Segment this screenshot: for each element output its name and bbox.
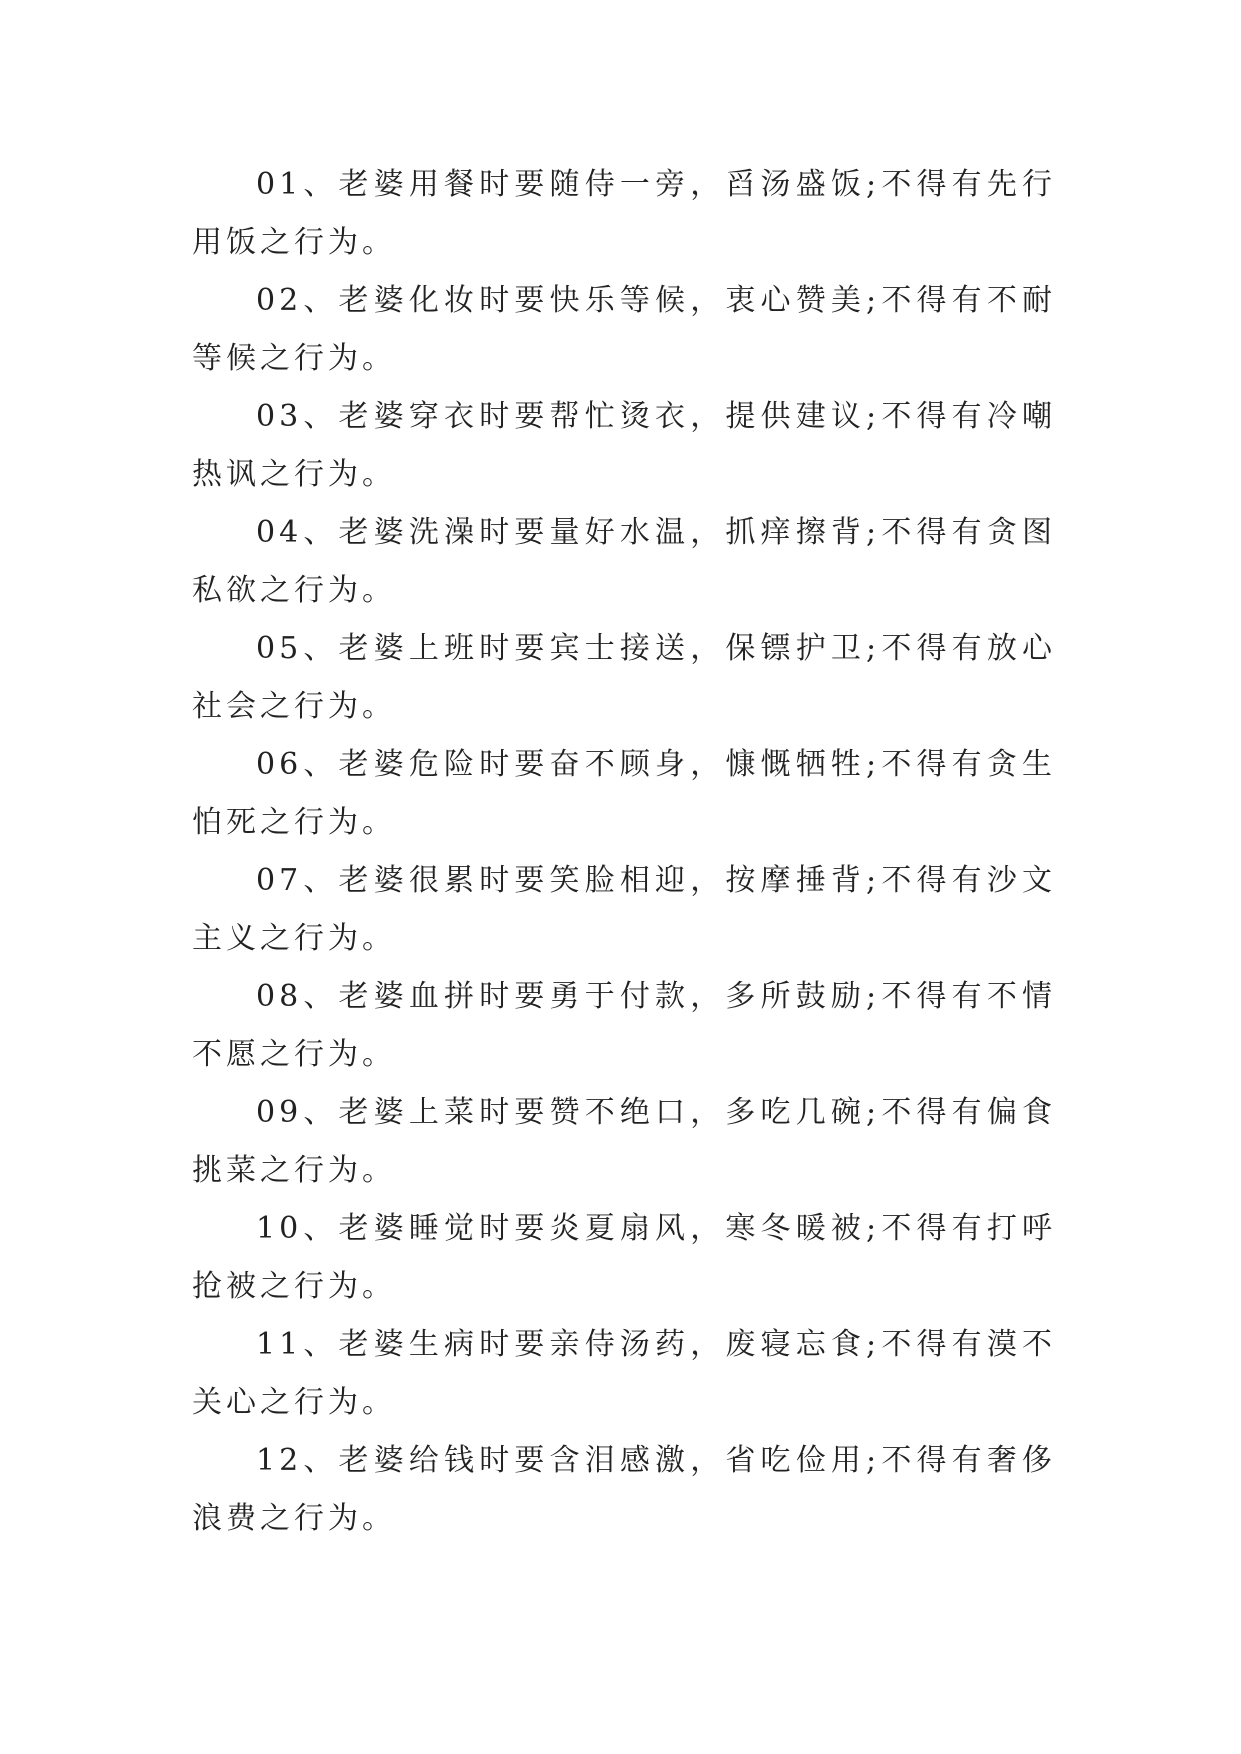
- rule-paragraph-08: 08、老婆血拼时要勇于付款，多所鼓励;不得有不情不愿之行为。: [192, 979, 1056, 1072]
- rule-paragraph-10: 10、老婆睡觉时要炎夏扇风，寒冬暖被;不得有打呼抢被之行为。: [192, 1211, 1056, 1304]
- rule-paragraph-09: 09、老婆上菜时要赞不绝口，多吃几碗;不得有偏食挑菜之行为。: [192, 1095, 1056, 1188]
- rule-paragraph-07: 07、老婆很累时要笑脸相迎，按摩捶背;不得有沙文主义之行为。: [192, 863, 1056, 956]
- rule-paragraph-12: 12、老婆给钱时要含泪感激，省吃俭用;不得有奢侈浪费之行为。: [192, 1443, 1056, 1536]
- rule-paragraph-04: 04、老婆洗澡时要量好水温，抓痒擦背;不得有贪图私欲之行为。: [192, 515, 1056, 608]
- rule-paragraph-03: 03、老婆穿衣时要帮忙烫衣，提供建议;不得有冷嘲热讽之行为。: [192, 399, 1056, 492]
- document-page: [192, 156, 1056, 1548]
- rule-paragraph-01: 01、老婆用餐时要随侍一旁，舀汤盛饭;不得有先行用饭之行为。: [192, 167, 1056, 260]
- rule-paragraph-06: 06、老婆危险时要奋不顾身，慷慨牺牲;不得有贪生怕死之行为。: [192, 747, 1056, 840]
- rule-paragraph-11: 11、老婆生病时要亲侍汤药，废寝忘食;不得有漠不关心之行为。: [192, 1327, 1056, 1420]
- rule-paragraph-02: 02、老婆化妆时要快乐等候，衷心赞美;不得有不耐等候之行为。: [192, 283, 1056, 376]
- rule-paragraph-05: 05、老婆上班时要宾士接送，保镖护卫;不得有放心社会之行为。: [192, 631, 1056, 724]
